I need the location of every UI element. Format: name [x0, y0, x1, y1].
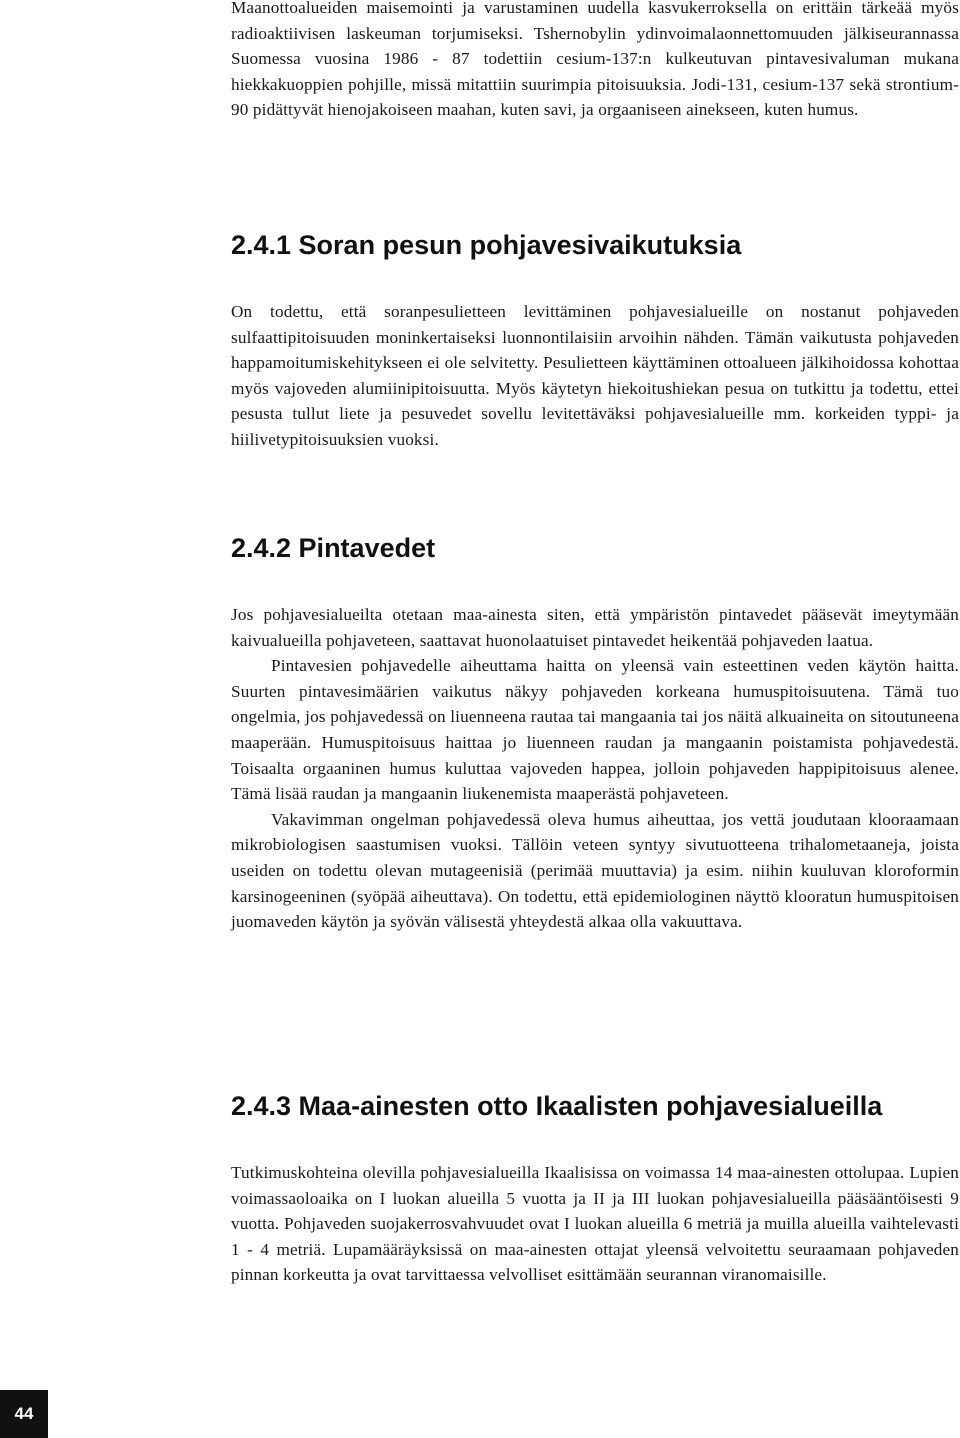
page-number-badge: 44	[0, 1390, 48, 1438]
heading-2-4-1: 2.4.1 Soran pesun pohjavesivaikutuksia	[231, 230, 742, 260]
paragraph-gravel-washing: On todettu, että soranpesulietteen levittäminen pohjavesialueille on nostanut pohjaveden sulfaattipitoisuuden moninkertaiseksi luonnontilaisiin arvoihin nähden. Tämän vaikutusta pohjaveden happamoitumiskehitykseen ei ole selvitetty. Pesulietteen käyttäminen ottoalueen jälkihoidossa kohottaa myös vajoveden alumiinipitoisuutta. Myös käytetyn hiekoitushiekan pesua on tutkittu ja todettu, ettei pesusta tullut liete ja pesuvedet sovellu levitettäväksi pohjavesialueille mm. korkeiden typpi- ja hiilivetypitoisuuksien vuoksi.	[231, 302, 959, 449]
section-surface-waters	[231, 602, 959, 935]
paragraph-ikaalinen-permits: Tutkimuskohteina olevilla pohjavesialueilla Ikaalisissa on voimassa 14 maa-ainesten ottolupaa. Lupien voimassaoloaika on I luokan alueilla 5 vuotta ja II ja III luokan pohjavesialueilla pääsääntöisesti 9 vuotta. Pohjaveden suojakerrosvahvuudet ovat I luokan alueilla 6 metriä ja muilla alueilla vaihtelevasti 1 - 4 metriä. Lupamääräyksissä on maa-ainesten ottajat yleensä velvoitettu seuraamaan pohjaveden pinnan korkeutta ja ovat tarvittaessa velvolliset esittämään seurannan viranomaisille.	[231, 1163, 959, 1285]
paragraph-humus-chlorination: Vakavimman ongelman pohjavedessä oleva humus aiheuttaa, jos vettä joudutaan klooraamaan mikrobiologisen saastumisen vuoksi. Tällöin veteen syntyy sivutuotteena trihalometaaneja, joista useiden on todettu olevan mutageenisiä (perimää muuttavia) ja esim. niihin kuuluvan kloroformin karsinogeeninen (syöpää aiheuttava). On todettu, että epidemiologinen näyttö klooratun humuspitoisen juomaveden käytön ja syövän välisestä yhteydestä alkaa olla vakuuttava.	[231, 809, 959, 932]
paragraph-radioactive-fallout: Maanottoalueiden maisemointi ja varustaminen uudella kasvukerroksella on erittäin tärkeää myös radioaktiivisen laskeuman torjumiseksi. Tshernobylin ydinvoimalaonnettomuuden jälkiseurannassa Suomessa vuosina 1986 - 87 todettiin cesium-137:n kulkeutuvan pintavesivaluman mukana hiekkakuoppien pohjille, missä mitattiin suurimpia pitoisuuksia. Jodi-131, cesium-137 sekä strontium-90 pidättyvät hienojakoiseen maahan, kuten savi, ja orgaaniseen ainekseen, kuten humus.	[231, 0, 959, 120]
heading-2-4-3: 2.4.3 Maa-ainesten otto Ikaalisten pohjavesialueilla	[231, 1091, 883, 1121]
paragraph-surface-water-intro: Jos pohjavesialueilta otetaan maa-ainesta siten, että ympäristön pintavedet pääsevät imeytymään kaivualueilla pohjaveteen, saattavat huonolaatuiset pintavedet heikentää pohjaveden laatua.	[231, 605, 959, 650]
heading-2-4-2: 2.4.2 Pintavedet	[231, 533, 436, 563]
paragraph-surface-water-harm: Pintavesien pohjavedelle aiheuttama haitta on yleensä vain esteettinen veden käytön haitta. Suurten pintavesimäärien vaikutus näkyy pohjaveden korkeana humuspitoisuutena. Tämä tuo ongelmia, jos pohjavedessä on liuenneena rautaa tai mangaania tai jos näitä alkuaineita on sitoutuneena maaperään. Humuspitoisuus haittaa jo liuenneen raudan ja mangaanin poistamista pohjavedestä. Toisaalta orgaaninen humus kuluttaa vajoveden happea, jolloin pohjaveden happipitoisuus alenee. Tämä lisää raudan ja mangaanin liukenemista maaperästä pohjaveteen.	[231, 656, 959, 804]
